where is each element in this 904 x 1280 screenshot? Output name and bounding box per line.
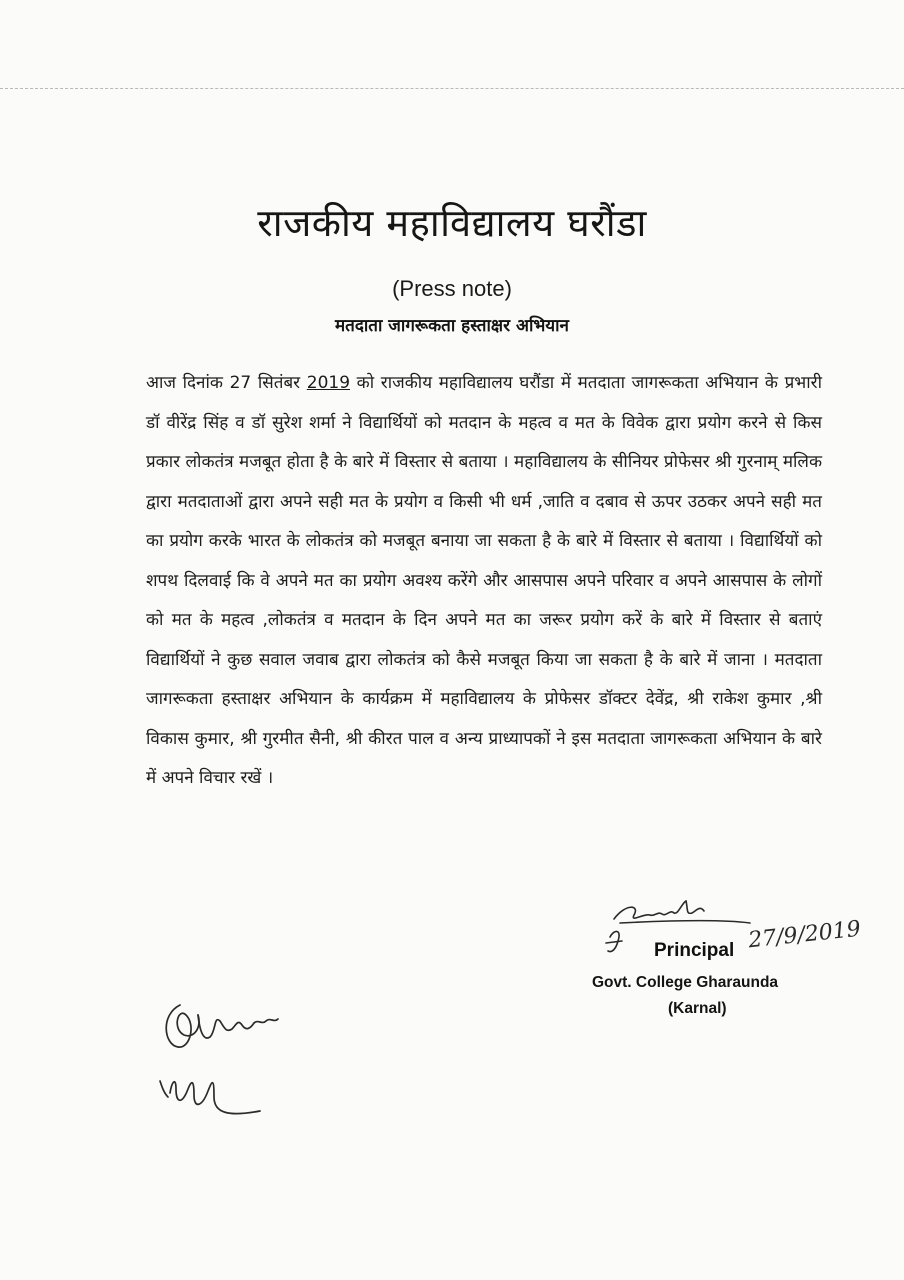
principal-title: Principal <box>654 940 735 961</box>
scan-edge-divider <box>0 88 904 89</box>
subject-heading: मतदाता जागरूकता हस्ताक्षर अभियान <box>335 316 569 336</box>
press-note-label: (Press note) <box>392 276 512 301</box>
body-paragraph <box>146 364 822 799</box>
principal-signature-block <box>580 885 870 1035</box>
body-text-start: आज दिनांक 27 सितंबर <box>146 373 307 393</box>
college-title: राजकीय महाविद्यालय घरौंडा <box>257 201 647 245</box>
body-year: 2019 <box>306 373 351 393</box>
college-location: (Karnal) <box>668 1000 727 1017</box>
principal-signature-and-date <box>600 885 870 957</box>
college-name: Govt. College Gharaunda <box>592 974 779 991</box>
handwritten-date: 27/9/2019 <box>747 916 862 954</box>
body-text-rest: को राजकीय महाविद्यालय घरौंडा में मतदाता जागरूकता अभियान के प्रभारी डॉ वीरेंद्र सिंह व डॉ सुरेश शर्मा ने विद्यार्थियों को मतदान के महत्व व मत के विवेक द्वारा प्रयोग करने से किस प्रकार लोकतंत्र मजबूत होता है के बारे में विस्तार से बताया । महाविद्यालय के सीनियर प्रोफेसर श्री गुरनाम् मलिक द्वारा मतदाताओं द्वारा अपने सही मत के प्रयोग व किसी भी धर्म ,जाति व दबाव से ऊपर उठकर अपने सही मत का प्रयोग करके भारत के लोकतंत्र को मजबूत बनाया जा सकता है के बारे में विस्तार से बताया । विद्यार्थियों को शपथ दिलवाई कि वे अपने मत का प्रयोग अवश्य करेंगे और आसपास अपने परिवार व अपने आसपास के लोगों को मत के महत्व ,लोकतंत्र व मतदान के दिन अपने मत का जरूर प्रयोग करें के बारे में विस्तार से बताएं विद्यार्थियों ने कुछ सवाल जवाब द्वारा लोकतंत्र को कैसे मजबूत किया जा सकता है के बारे में जाना । मतदाता जागरूकता हस्ताक्षर अभियान के कार्यक्रम में महाविद्यालय के प्रोफेसर डॉक्टर देवेंद्र, श्री राकेश कुमार ,श्री विकास कुमार, श्री गुरमीत सैनी, श्री कीरत पाल व अन्य प्राध्यापकों ने इस मतदाता जागरूकता अभियान के बारे में अपने विचार रखें । <box>146 373 823 788</box>
in-charge-signature <box>150 985 310 1135</box>
